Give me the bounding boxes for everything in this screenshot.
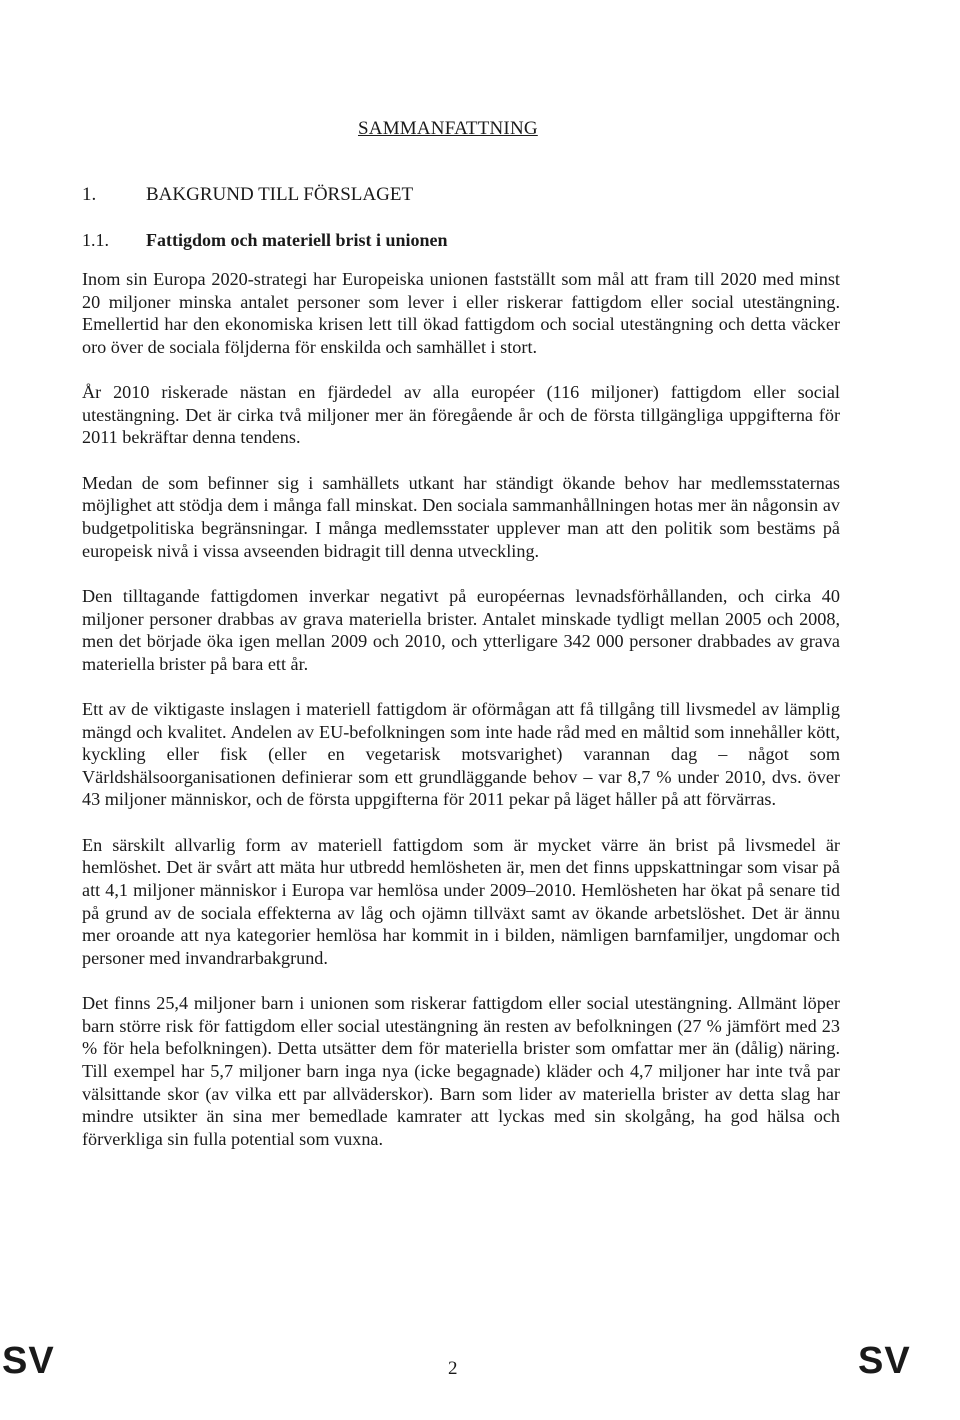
- footer-language-right: SV: [858, 1340, 911, 1382]
- page-title: SAMMANFATTNING: [358, 118, 538, 139]
- paragraph: Medan de som befinner sig i samhällets utkant har ständigt ökande behov har medlemsstaternas möjlighet att stödja dem i många fall minskat. Den sociala sammanhållningen hotas mer än någonsin av budgetpolitiska begränsningar. I många medlemsstater upplever man att den politik som bestäms på europeisk nivå i vissa avseenden bidragit till denna utveckling.: [82, 472, 840, 561]
- paragraph: Inom sin Europa 2020-strategi har Europeiska unionen fastställt som mål att fram till 2020 med minst 20 miljoner minska antalet personer som lever i eller riskerar fattigdom eller social utestängning. Emellertid har den ekonomiska krisen lett till ökad fattigdom och social utestängning och detta väcker oro över de sociala följderna för enskilda och samhället i stort.: [82, 269, 840, 357]
- subsection-heading: [82, 230, 447, 251]
- paragraph: Den tilltagande fattigdomen inverkar negativt på européernas levnadsförhållanden, och cirka 40 miljoner personer drabbas av grava materiella brister. Antalet minskade tydligt mellan 2005 och 2008, men det började öka igen mellan 2009 och 2010, och ytterligare 342 000 personer drabbades av grava materiella brister på bara ett år.: [82, 585, 840, 674]
- section-title: BAKGRUND TILL FÖRSLAGET: [146, 184, 414, 205]
- page-number: 2: [448, 1358, 458, 1379]
- section-number: 1.: [82, 184, 97, 205]
- subsection-title: Fattigdom och materiell brist i unionen: [146, 230, 448, 250]
- section-heading: [82, 184, 413, 206]
- paragraph: Ett av de viktigaste inslagen i materiell fattigdom är oförmågan att få tillgång till livsmedel av lämplig mängd och kvalitet. Andelen av EU-befolkningen som inte hade råd med en måltid som innehåller kött, kyckling eller fisk (eller en vegetarisk motsvarighet) varannan dag – något som Världshälsoorganisationen definierar som ett grundläggande behov – var 8,7 % under 2010, dvs. över 43 miljoner människor, och de första uppgifterna för 2011 pekar på läget håller på att förvärras.: [82, 699, 840, 810]
- paragraph: År 2010 riskerade nästan en fjärdedel av alla européer (116 miljoner) fattigdom eller social utestängning. Det är cirka två miljoner mer än föregående år och de första tillgängliga uppgifterna för 2011 bekräftar denna tendens.: [82, 382, 840, 448]
- subsection-number: 1.1.: [82, 230, 109, 250]
- paragraph: En särskilt allvarlig form av materiell fattigdom som är mycket värre än brist på livsmedel är hemlöshet. Det är svårt att mäta hur utbredd hemlösheten är, men det finns uppskattningar som visar på att 4,1 miljoner människor i Europa var hemlösa under 2009–2010. Hemlösheten har ökat på senare tid på grund av de sociala effekterna av låg och ojämn tillväxt samt av ökande arbetslöshet. Det är ännu mer oroande att nya kategorier hemlösa har kommit in i bilden, nämligen barnfamiljer, ungdomar och personer med invandrarbakgrund.: [82, 834, 840, 968]
- document-body: [82, 268, 840, 1173]
- paragraph: Det finns 25,4 miljoner barn i unionen som riskerar fattigdom eller social utestängning. Allmänt löper barn större risk för fattigdom eller social utestängning än resten av befolkningen (27 % jämfört med 23 % för hela befolkningen). Detta utsätter dem för materiella brister som omfattar mer än (dålig) näring. Till exempel har 5,7 miljoner barn inga nya (icke begagnade) kläder och 4,7 miljoner har inte två par välsittande skor (av vilka ett par allväderskor). Barn som lider av materiella brister av detta slag har mindre utsikter än sina mer bemedlade kamrater att lyckas med sin skolgång, ha god hälsa och förverkliga sin fulla potential som vuxna.: [82, 993, 840, 1149]
- footer-language-left: SV: [2, 1340, 55, 1382]
